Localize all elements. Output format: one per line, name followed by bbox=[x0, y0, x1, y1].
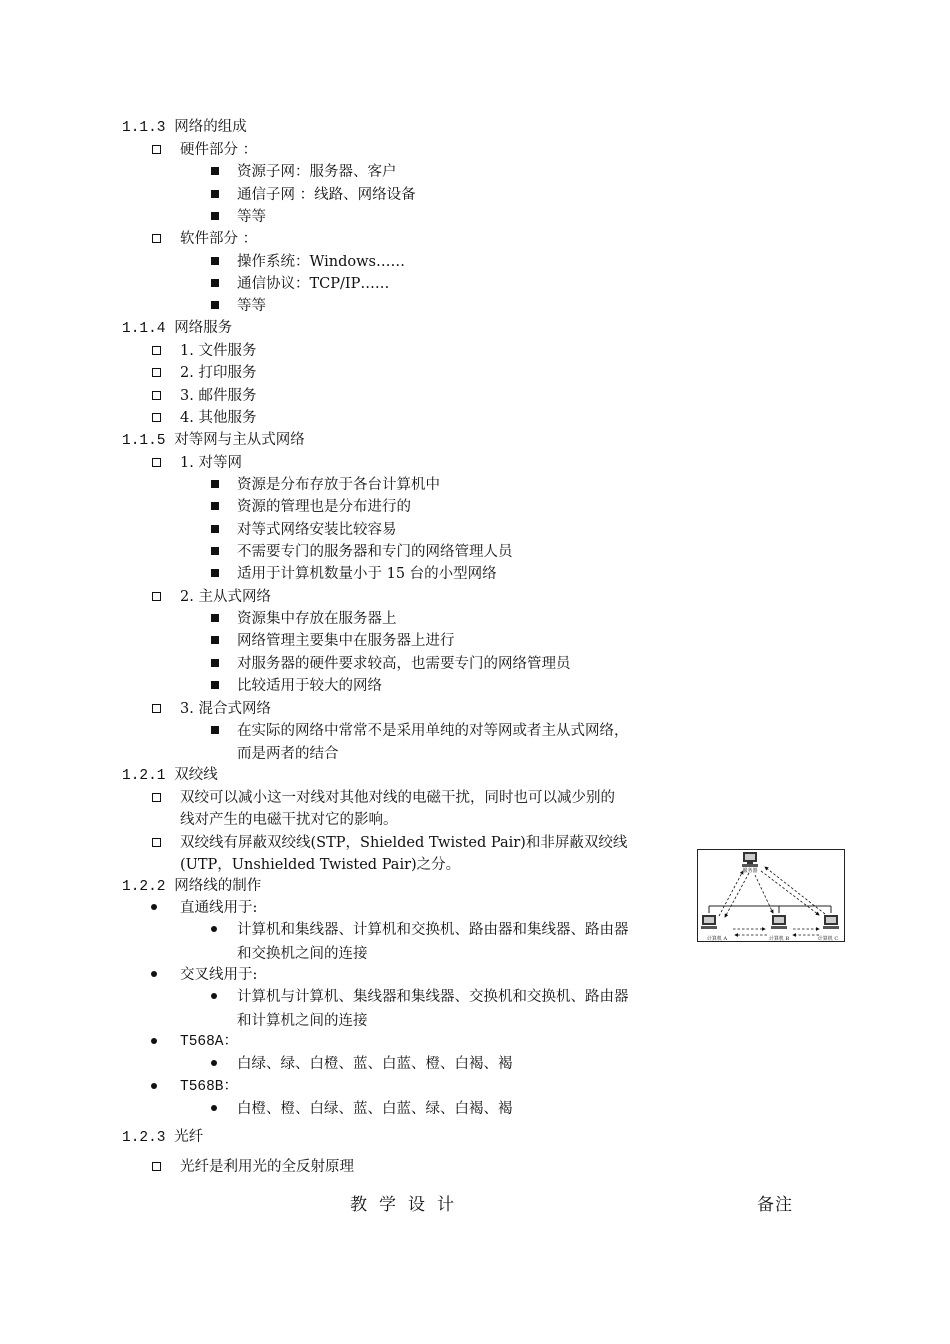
footer-teaching-design: 教学设计 bbox=[350, 1195, 466, 1215]
computer-c-label: 计算机 C bbox=[817, 936, 839, 942]
round-bullet-icon bbox=[151, 904, 157, 910]
filled-square-bullet-icon bbox=[211, 659, 219, 667]
p2p-item: 资源的管理也是分布进行的 bbox=[237, 499, 411, 515]
server-icon bbox=[742, 852, 758, 867]
fiber-item: 光纤是利用光的全反射原理 bbox=[180, 1159, 354, 1175]
round-bullet-icon bbox=[211, 1060, 217, 1066]
cs-item: 资源集中存放在服务器上 bbox=[237, 611, 397, 627]
footer-remarks: 备注 bbox=[757, 1195, 793, 1215]
filled-square-bullet-icon bbox=[211, 726, 219, 734]
filled-square-bullet-icon bbox=[211, 257, 219, 265]
filled-square-bullet-icon bbox=[211, 614, 219, 622]
hollow-square-bullet-icon bbox=[152, 704, 161, 713]
service-item: 1. 文件服务 bbox=[180, 343, 257, 359]
round-bullet-icon bbox=[211, 1105, 217, 1111]
service-item: 4. 其他服务 bbox=[180, 410, 257, 426]
cs-item: 比较适用于较大的网络 bbox=[237, 678, 382, 694]
filled-square-bullet-icon bbox=[211, 502, 219, 510]
hollow-square-bullet-icon bbox=[152, 592, 161, 601]
network-topology-diagram bbox=[697, 849, 845, 942]
filled-square-bullet-icon bbox=[211, 636, 219, 644]
straight-cable-use-line2: 和交换机之间的连接 bbox=[237, 946, 368, 962]
p2p-item: 不需要专门的服务器和专门的网络管理人员 bbox=[237, 544, 513, 560]
round-bullet-icon bbox=[211, 993, 217, 999]
round-bullet-icon bbox=[211, 926, 217, 932]
hardware-item: 通信子网 ：线路、网络设备 bbox=[237, 187, 416, 203]
section-1-1-3-title: 1.1.3 网络的组成 bbox=[122, 120, 247, 136]
hybrid-item-line2: 而是两者的结合 bbox=[237, 746, 339, 762]
computer-b-icon bbox=[771, 915, 787, 929]
hardware-item: 等等 bbox=[237, 209, 266, 225]
section-1-2-1-title: 1.2.1 双绞线 bbox=[122, 768, 218, 784]
software-item: 操作系统：Windows…… bbox=[237, 254, 405, 270]
hybrid-heading: 3. 混合式网络 bbox=[180, 701, 271, 717]
hardware-item: 资源子网：服务器、客户 bbox=[237, 164, 397, 180]
round-bullet-icon bbox=[151, 971, 157, 977]
round-bullet-icon bbox=[151, 1038, 157, 1044]
twisted-pair-para1-line2: 线对产生的电磁干扰对它的影响。 bbox=[180, 812, 398, 828]
section-1-1-4-title: 1.1.4 网络服务 bbox=[122, 321, 233, 337]
section-1-2-2-title: 1.2.2 网络线的制作 bbox=[122, 879, 262, 895]
computer-b-label: 计算机 B bbox=[768, 936, 790, 942]
hollow-square-bullet-icon bbox=[152, 234, 161, 243]
hollow-square-bullet-icon bbox=[152, 145, 161, 154]
twisted-pair-para2-line2: (UTP，Unshielded Twisted Pair)之分。 bbox=[180, 857, 461, 873]
computer-c-icon bbox=[823, 915, 839, 929]
section-1-2-3-title: 1.2.3 光纤 bbox=[122, 1130, 204, 1146]
straight-cable-heading: 直通线用于: bbox=[180, 900, 258, 916]
service-item: 3. 邮件服务 bbox=[180, 388, 257, 404]
hollow-square-bullet-icon bbox=[152, 346, 161, 355]
software-item: 等等 bbox=[237, 298, 266, 314]
server-label: 服务器 bbox=[742, 868, 758, 874]
filled-square-bullet-icon bbox=[211, 279, 219, 287]
filled-square-bullet-icon bbox=[211, 212, 219, 220]
cross-cable-heading: 交叉线用于: bbox=[180, 967, 258, 983]
filled-square-bullet-icon bbox=[211, 301, 219, 309]
cross-cable-use-line2: 和计算机之间的连接 bbox=[237, 1013, 368, 1029]
hollow-square-bullet-icon bbox=[152, 838, 161, 847]
twisted-pair-para2-line1: 双绞线有屏蔽双绞线(STP，Shielded Twisted Pair)和非屏蔽双绞线 bbox=[180, 835, 628, 851]
cs-item: 网络管理主要集中在服务器上进行 bbox=[237, 633, 455, 649]
hardware-heading: 硬件部分 ： bbox=[180, 142, 258, 158]
t568b-sequence: 白橙、橙、白绿、蓝、白蓝、绿、白褐、褐 bbox=[237, 1101, 513, 1117]
software-item: 通信协议：TCP/IP…… bbox=[237, 276, 390, 292]
filled-square-bullet-icon bbox=[211, 569, 219, 577]
filled-square-bullet-icon bbox=[211, 547, 219, 555]
filled-square-bullet-icon bbox=[211, 480, 219, 488]
software-heading: 软件部分 ： bbox=[180, 231, 258, 247]
computer-a-label: 计算机 A bbox=[706, 936, 728, 942]
p2p-item: 资源是分布存放于各台计算机中 bbox=[237, 477, 440, 493]
p2p-heading: 1. 对等网 bbox=[180, 455, 242, 471]
straight-cable-use-line1: 计算机和集线器、计算机和交换机、路由器和集线器、路由器 bbox=[237, 922, 629, 938]
t568a-heading: T568A： bbox=[180, 1034, 239, 1050]
hollow-square-bullet-icon bbox=[152, 793, 161, 802]
t568b-heading: T568B： bbox=[180, 1079, 239, 1095]
t568a-sequence: 白绿、绿、白橙、蓝、白蓝、橙、白褐、褐 bbox=[237, 1056, 513, 1072]
p2p-item: 对等式网络安装比较容易 bbox=[237, 522, 397, 538]
filled-square-bullet-icon bbox=[211, 190, 219, 198]
computer-a-icon bbox=[701, 915, 717, 929]
cs-heading: 2. 主从式网络 bbox=[180, 589, 271, 605]
twisted-pair-para1-line1: 双绞可以减小这一对线对其他对线的电磁干扰，同时也可以减少别的 bbox=[180, 790, 615, 806]
section-1-1-5-title: 1.1.5 对等网与主从式网络 bbox=[122, 433, 305, 449]
round-bullet-icon bbox=[151, 1083, 157, 1089]
hybrid-item-line1: 在实际的网络中常常不是采用单纯的对等网或者主从式网络， bbox=[237, 723, 629, 739]
hollow-square-bullet-icon bbox=[152, 368, 161, 377]
cross-cable-use-line1: 计算机与计算机、集线器和集线器、交换机和交换机、路由器 bbox=[237, 989, 629, 1005]
hollow-square-bullet-icon bbox=[152, 458, 161, 467]
filled-square-bullet-icon bbox=[211, 681, 219, 689]
cs-item: 对服务器的硬件要求较高，也需要专门的网络管理员 bbox=[237, 656, 571, 672]
hollow-square-bullet-icon bbox=[152, 413, 161, 422]
service-item: 2. 打印服务 bbox=[180, 365, 257, 381]
filled-square-bullet-icon bbox=[211, 525, 219, 533]
hollow-square-bullet-icon bbox=[152, 391, 161, 400]
filled-square-bullet-icon bbox=[211, 167, 219, 175]
hollow-square-bullet-icon bbox=[152, 1162, 161, 1171]
p2p-item: 适用于计算机数量小于 15 台的小型网络 bbox=[237, 566, 497, 582]
